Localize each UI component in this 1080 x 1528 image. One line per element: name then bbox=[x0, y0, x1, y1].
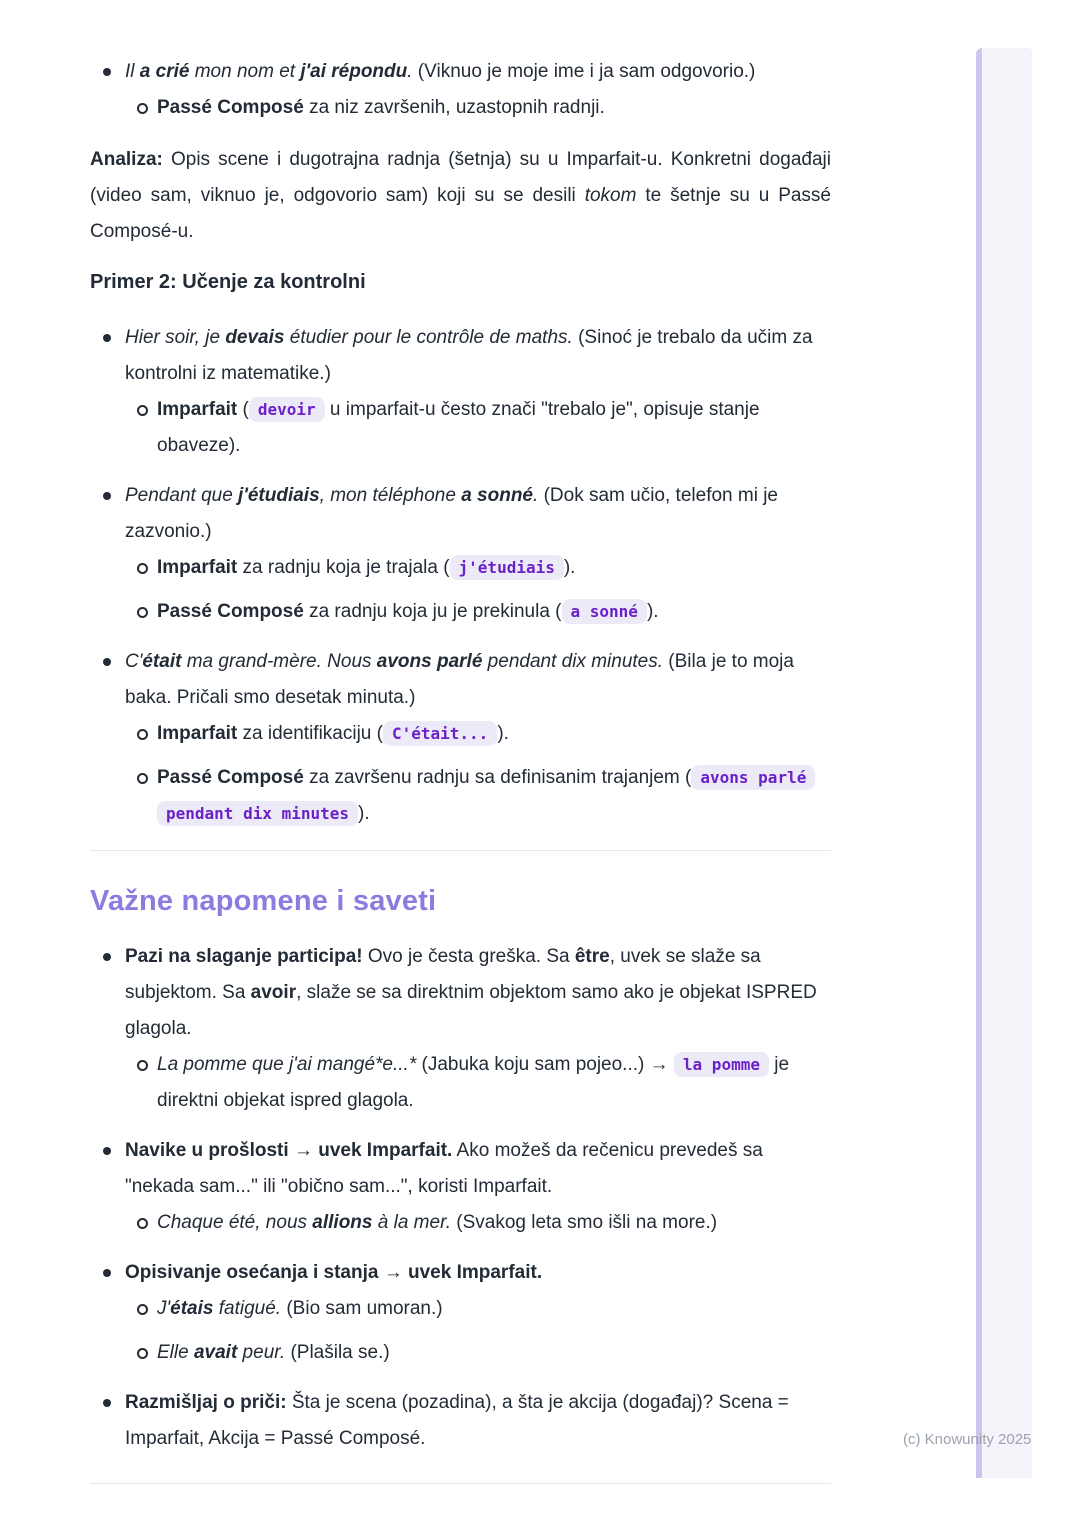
text bbox=[125, 485, 778, 542]
text-segment: , slaže se sa direktnim objektom samo ako je objekat ISPRED glagola. bbox=[125, 982, 817, 1039]
code-chip: la pomme bbox=[674, 1052, 769, 1077]
circle-bullet-icon bbox=[137, 729, 148, 740]
text-segment: tokom bbox=[584, 185, 637, 206]
text-segment: j'étudiais bbox=[238, 485, 320, 506]
bullet-item bbox=[90, 1385, 831, 1457]
text-segment: ma grand-mère. Nous bbox=[181, 651, 377, 672]
text bbox=[157, 723, 509, 744]
text-segment: . bbox=[533, 485, 539, 506]
copyright-text: (c) Knowunity 2025 bbox=[903, 1431, 1032, 1448]
sub-bullet-item bbox=[90, 1291, 831, 1327]
text-segment: za niz završenih, uzastopnih radnji. bbox=[303, 97, 605, 118]
text-segment: Chaque été, nous bbox=[157, 1212, 313, 1233]
text-segment: za identifikaciju ( bbox=[237, 723, 383, 744]
text-segment: Navike u prošlosti → uvek Imparfait. bbox=[125, 1140, 453, 1161]
bullet-icon bbox=[103, 658, 111, 666]
bullet-item bbox=[90, 644, 831, 716]
bullet-icon bbox=[103, 334, 111, 342]
code-chip: j'étudiais bbox=[450, 555, 564, 580]
text-segment: peur. bbox=[237, 1342, 286, 1363]
text-segment: avons parlé bbox=[376, 651, 483, 672]
text bbox=[125, 1140, 763, 1197]
bullet-icon bbox=[103, 953, 111, 961]
bullet-icon bbox=[103, 68, 111, 76]
text-segment: ). bbox=[497, 723, 509, 744]
text bbox=[157, 97, 605, 118]
bullet-icon bbox=[103, 492, 111, 500]
bullet-icon bbox=[103, 1147, 111, 1155]
text-segment: (Plašila se.) bbox=[285, 1342, 390, 1363]
text-segment: Imparfait bbox=[157, 723, 238, 744]
text-segment: Hier soir, je bbox=[125, 327, 226, 348]
bullet-item bbox=[90, 320, 831, 392]
text-segment: za radnju koja ju je prekinula ( bbox=[303, 601, 562, 622]
section-heading bbox=[90, 881, 831, 921]
text-segment: (Sinoć je trebalo da učim za kontrolni iz matematike.) bbox=[125, 327, 813, 384]
text-segment: Passé Composé bbox=[157, 767, 304, 788]
text-segment: (Dok sam učio, telefon mi je zazvonio.) bbox=[125, 485, 778, 542]
text bbox=[157, 1212, 717, 1233]
code-chip: devoir bbox=[249, 397, 325, 422]
text-segment: ). bbox=[646, 601, 659, 622]
text-segment: Passé Composé bbox=[157, 97, 304, 118]
text-segment: Važne napomene i saveti bbox=[90, 885, 437, 917]
text-segment: (Svakog leta smo išli na more.) bbox=[450, 1212, 718, 1233]
text-segment: Elle bbox=[157, 1342, 194, 1363]
text bbox=[90, 271, 366, 293]
sub-bullet-item bbox=[90, 760, 831, 832]
circle-bullet-icon bbox=[137, 1348, 148, 1359]
text-segment: a sonné bbox=[461, 485, 534, 506]
divider bbox=[90, 1483, 831, 1484]
sub-bullet-item bbox=[90, 1335, 831, 1371]
text-segment: a crié bbox=[139, 61, 190, 82]
text-segment: Passé Composé bbox=[157, 601, 304, 622]
text bbox=[157, 1342, 390, 1363]
text-segment: je direktni objekat ispred glagola. bbox=[157, 1054, 790, 1111]
text-segment: La pomme que j'ai mangé*e...* bbox=[157, 1054, 417, 1075]
text bbox=[157, 1054, 789, 1111]
sub-bullet-item bbox=[90, 716, 831, 752]
text-segment: , mon téléphone bbox=[319, 485, 462, 506]
text bbox=[157, 399, 760, 456]
circle-bullet-icon bbox=[137, 563, 148, 574]
text-segment: à la mer. bbox=[372, 1212, 451, 1233]
circle-bullet-icon bbox=[137, 607, 148, 618]
text-segment: allions bbox=[312, 1212, 373, 1233]
text-segment: Imparfait bbox=[157, 557, 238, 578]
text bbox=[157, 557, 575, 578]
text-segment: Razmišljaj o priči: bbox=[125, 1392, 287, 1413]
bullet-item bbox=[90, 54, 831, 90]
circle-bullet-icon bbox=[137, 1060, 148, 1071]
subsection-heading bbox=[90, 268, 831, 296]
text-segment: (Viknuo je moje ime i ja sam odgovorio.) bbox=[412, 61, 756, 82]
text bbox=[125, 61, 755, 82]
bullet-icon bbox=[103, 1399, 111, 1407]
bullet-item bbox=[90, 1133, 831, 1205]
text-segment: étais bbox=[170, 1298, 214, 1319]
text-segment: C' bbox=[125, 651, 143, 672]
divider bbox=[90, 850, 831, 851]
circle-bullet-icon bbox=[137, 773, 148, 784]
text-segment: Analiza: bbox=[90, 149, 163, 170]
text bbox=[125, 327, 813, 384]
text-segment: . bbox=[407, 61, 413, 82]
text-segment: ). bbox=[563, 557, 576, 578]
text-segment: ). bbox=[358, 803, 370, 824]
bullet-item bbox=[90, 478, 831, 550]
text-segment: Opis scene i dugotrajna radnja (šetnja) su u Imparfait-u. Konkretni događaji (video sam, viknuo je, odgovorio sam) koji su se desili bbox=[90, 149, 831, 206]
text-segment: mon nom et bbox=[189, 61, 301, 82]
sub-bullet-item bbox=[90, 550, 831, 586]
text bbox=[157, 601, 659, 622]
text bbox=[90, 885, 436, 917]
text bbox=[157, 1298, 443, 1319]
circle-bullet-icon bbox=[137, 1218, 148, 1229]
text-segment: (Bila je to moja baka. Pričali smo desetak minuta.) bbox=[125, 651, 794, 708]
text-segment: Ako možeš da rečenicu prevedeš sa "nekada sam..." ili "obično sam...", koristi Imparfait. bbox=[125, 1140, 763, 1197]
text-segment: avoir bbox=[250, 982, 297, 1003]
text-segment: Primer 2: Učenje za kontrolni bbox=[90, 271, 366, 293]
text-segment: te šetnje su u Passé Composé-u. bbox=[90, 185, 832, 242]
text-segment: étudier pour le contrôle de maths. bbox=[284, 327, 573, 348]
text-segment: Ovo je česta greška. Sa bbox=[362, 946, 575, 967]
sub-bullet-item bbox=[90, 1047, 831, 1119]
page-margin-band bbox=[976, 48, 1032, 1478]
text-segment: , uvek se slaže sa subjektom. Sa bbox=[125, 946, 761, 1003]
text-segment: za radnju koja je trajala ( bbox=[237, 557, 450, 578]
text bbox=[90, 149, 831, 242]
text-segment: (Bio sam umoran.) bbox=[281, 1298, 443, 1319]
text-segment: (Jabuka koju sam pojeo...) → bbox=[416, 1054, 674, 1075]
code-chip: avons parlé pendant dix minutes bbox=[157, 765, 815, 826]
text-segment: avait bbox=[193, 1342, 238, 1363]
paragraph bbox=[90, 142, 831, 250]
text-segment: Pendant que bbox=[125, 485, 239, 506]
text-segment: devais bbox=[225, 327, 285, 348]
bullet-item bbox=[90, 939, 831, 1047]
circle-bullet-icon bbox=[137, 1304, 148, 1315]
sub-bullet-item bbox=[90, 90, 831, 126]
text-segment: za završenu radnju sa definisanim trajanjem ( bbox=[303, 767, 692, 788]
sub-bullet-item bbox=[90, 392, 831, 464]
sub-bullet-item bbox=[90, 594, 831, 630]
text-segment: Imparfait bbox=[157, 399, 238, 420]
circle-bullet-icon bbox=[137, 405, 148, 416]
text-segment: était bbox=[142, 651, 182, 672]
code-chip: C'était... bbox=[383, 721, 497, 746]
text-segment: ( bbox=[237, 399, 249, 420]
document-content bbox=[90, 54, 831, 1484]
bullet-icon bbox=[103, 1269, 111, 1277]
text bbox=[125, 946, 817, 1039]
sub-bullet-item bbox=[90, 1205, 831, 1241]
circle-bullet-icon bbox=[137, 103, 148, 114]
text-segment: pendant dix minutes. bbox=[482, 651, 664, 672]
text bbox=[125, 651, 794, 708]
text-segment: Pazi na slaganje participa! bbox=[125, 946, 363, 967]
text bbox=[157, 767, 815, 824]
text-segment: fatigué. bbox=[213, 1298, 282, 1319]
text-segment: Il bbox=[125, 61, 140, 82]
text-segment: J' bbox=[157, 1298, 171, 1319]
bullet-item bbox=[90, 1255, 831, 1291]
text-segment: u imparfait-u često znači "trebalo je", opisuje stanje obaveze). bbox=[157, 399, 760, 456]
text-segment: être bbox=[574, 946, 610, 967]
text-segment: Šta je scena (pozadina), a šta je akcija (događaj)? Scena = Imparfait, Akcija = Passé Composé. bbox=[125, 1392, 789, 1449]
text-segment: Opisivanje osećanja i stanja → uvek Imparfait. bbox=[125, 1262, 543, 1283]
text bbox=[125, 1262, 542, 1283]
text-segment: j'ai répondu bbox=[300, 61, 408, 82]
text bbox=[125, 1392, 789, 1449]
code-chip: a sonné bbox=[562, 599, 647, 624]
